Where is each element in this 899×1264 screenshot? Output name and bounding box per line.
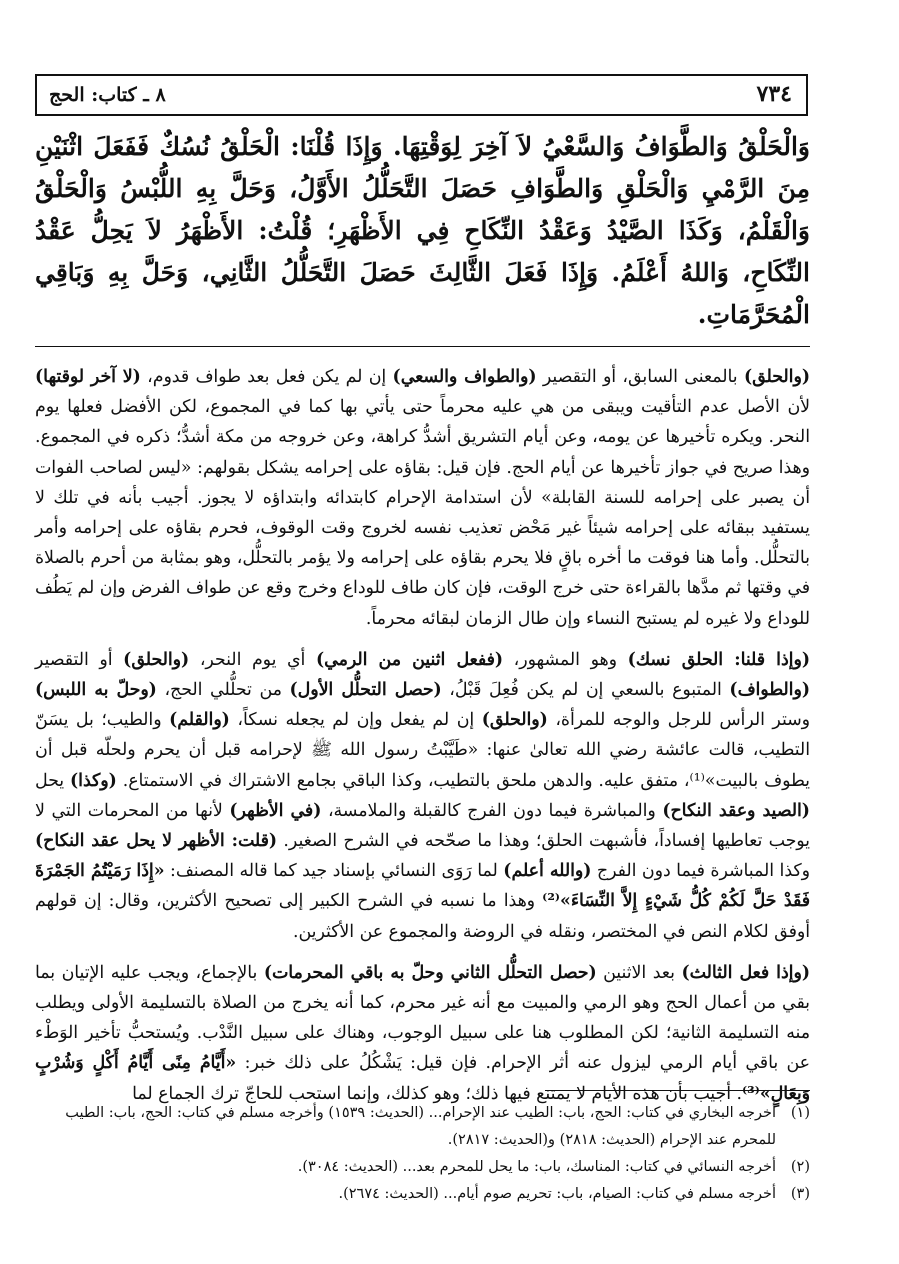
page-number: ٧٣٤ (756, 81, 792, 107)
commentary-text: أو التقصير (35, 649, 124, 670)
commentary-text: لما رَوَى النسائي بإسناد جيد كما قاله المصنف: (164, 861, 504, 882)
commentary-text: وكذا المباشرة فيما دون الفرج (591, 861, 810, 882)
commentary-text: لأنها من المحرمات التي لا يوجب تعاطيها إفساداً، فأشبهت الحلق؛ وهذا ما صحّحه في الشرح الصغير. (35, 800, 810, 852)
commentary-text: وهو المشهور، (503, 649, 628, 670)
commentary-text: يحل (35, 770, 70, 791)
commentary-text: لأن الأصل عدم التأقيت ويبقى من هي عليه محرماً حتى يأتي بها كما في المجموع، لكن الأفضل فعلها يوم النحر. ويكره تأخيرها عن يومه، وعن أيام التشريق أشدُّ كراهة، وعن خروجه من مكة أشدُّ؛ ذكره في المجموع. وهذا صريح في جواز تأخيرها عن أيام الحج. فإن قيل: بقاؤه على إحرامه يشكل بقولهم: «ليس لصاحب الفوات أن يصبر على إحرامه للسنة القابلة» لأن استدامة الإحرام كابتدائه وابتداؤه لا يجوز. أجيب بأنه في تلك لا يستفيد ببقائه على إحرامه شيئاً غير مَحْض تعذيب نفسه لخروج وقت الوقوف، فحرم بقاؤه على إحرامه وأمر بالتحلُّل. وأما هنا فوقت ما أخره باقٍ فلا يحرم بقاؤه على إحرامه ولا يؤمر بالتحلُّل، وهو بمثابة من أحرم بالصلاة في وقتها ثم مدَّها بالقراءة حتى خرج الوقت، فإن كان طاف للوداع وخرج وقع عن طواف الفرض وإن لم يَطُف للوداع ولا غيره لم يستبح النساء وإن طال الزمان لبقائه محرماً. (35, 397, 810, 629)
footnote-text: أخرجه مسلم في كتاب: الصيام، باب: تحريم صوم أيام... (الحديث: ٢٦٧٤). (338, 1186, 776, 1202)
footnote-number: (١) (790, 1105, 810, 1121)
section-divider (35, 346, 810, 347)
commentary-text: بالمعنى السابق، أو التقصير (536, 367, 744, 387)
main-text (35, 126, 810, 336)
lemma-quote: (في الأظهر) (229, 800, 322, 821)
footnote (35, 1100, 810, 1154)
lemma-quote: (وكذا) (69, 770, 117, 791)
lemma-quote: (والقلم) (169, 710, 230, 731)
lemma-quote: (والله أعلم) (503, 861, 592, 882)
commentary-text: المتبوع بالسعي إن لم يكن فُعِلَ قَبْلُ، (441, 680, 730, 701)
commentary-text: أي يوم النحر، (189, 649, 316, 670)
commentary-text: بعد الاثنين (596, 962, 682, 983)
page-header (35, 74, 808, 116)
commentary-text: وهذا ما نسبه في الشرح الكبير إلى تصحيح الأكثرين، وقال: إن قولهم أوفق لكلام النص في المختصر، ونقله في الروضة والمجموع عن الأكثرين. (35, 891, 810, 942)
footnote-number: (٣) (790, 1186, 810, 1202)
footnote (35, 1154, 810, 1181)
commentary-text: والمباشرة فيما دون الفرج كالقبلة والملامسة، (321, 800, 663, 821)
lemma-quote: (ففعل اثنين من الرمي) (315, 649, 504, 670)
running-title: ٨ ـ كتاب: الحج (49, 84, 166, 106)
footnote-divider (545, 1090, 810, 1091)
commentary-paragraph-3 (35, 958, 810, 1109)
commentary-paragraph-1 (35, 362, 810, 634)
lemma-quote: (والطواف) (729, 680, 810, 701)
lemma-quote: (حصل التحلُّل الأول) (289, 680, 442, 701)
lemma-quote: (قلت: الأظهر لا يحل عقد النكاح) (35, 831, 278, 852)
lemma-quote: (وإذا فعل الثالث) (681, 962, 810, 983)
lemma-quote: (وإذا قلنا: الحلق نسك) (627, 649, 810, 670)
lemma-quote: (وحلّ به اللبس) (35, 680, 157, 701)
book-page (35, 74, 810, 1254)
footnote-text: أخرجه البخاري في كتاب: الحج، باب: الطيب عند الإحرام... (الحديث: ١٥٣٩) وأخرجه مسلم في كتاب: الحج، باب: الطيب للمحرم عند الإحرام (الحديث: ٢٨١٨) و(الحديث: ٢٨١٧). (65, 1105, 776, 1148)
main-text-paragraph: وَالْحَلْقُ وَالطَّوَافُ وَالسَّعْيُ لاَ آخِرَ لِوَقْتِهَا. وَإِذَا قُلْنَا: الْحَلْقُ نُسُكٌ فَفَعَلَ اثْنَيْنِ مِنَ الرَّمْيِ وَالْحَلْقِ وَالطَّوَافِ حَصَلَ التَّحَلُّلُ الأَوَّلُ، وَحَلَّ بِهِ اللُّبْسُ وَالْحَلْقُ وَالْقَلْمُ، وَكَذَا الصَّيْدُ وَعَقْدُ النِّكَاحِ فِي الأَظْهَرِ؛ قُلْتُ: الأَظْهَرُ لاَ يَحِلُّ عَقْدُ النِّكَاحِ، وَاللهُ أَعْلَمُ. وَإِذَا فَعَلَ الثَّالِثَ حَصَلَ التَّحَلُّلُ الثَّانِي، وَحَلَّ بِهِ وَبَاقِي الْمُحَرَّمَاتِ. (35, 132, 810, 329)
lemma-quote: «إِذَا رَمَيْتُمُ الجَمْرَةَ فَقَدْ حَلَّ لَكُمْ كُلُّ شَيْءٍ إِلاَّ النِّسَاءَ»⁽²⁾ (35, 861, 810, 912)
lemma-quote: (والحلق) (123, 649, 190, 670)
commentary-text: بالإجماع، ويجب عليه الإتيان بما بقي من أعمال الحج وهو الرمي والمبيت مع أنه غير محرم، كما أنه يخرج من الصلاة بالتسليمة الأولى ويطلب منه التسليمة الثانية؛ لكن المطلوب هنا على سبيل الوجوب، وهناك على سبيل النَّدْب. ويُستحبُّ تأخير الوَطْء عن باقي أيام الرمي ليزول عنه أثر الإحرام. فإن قيل: يَشْكُلُ على ذلك خبر: (35, 962, 810, 1074)
lemma-quote: «أَيَّامُ مِنًى أَيَّامُ أَكْلٍ وَشُرْبٍ وَبِعَالٍ»⁽³⁾ (35, 1053, 810, 1104)
commentary-text: إن لم يكن فعل بعد طواف قدوم، (140, 367, 393, 387)
commentary-text: . أجيب بأن هذه الأيام لا يمتنع فيها ذلك؛ وهو كذلك، وإنما استحب للحاجّ ترك الجماع لما (132, 1083, 742, 1104)
commentary-paragraph-2 (35, 645, 810, 947)
lemma-quote: (حصل التحلُّل الثاني وحلّ به باقي المحرمات) (263, 962, 597, 983)
footnote (35, 1181, 810, 1208)
lemma-quote: (والحلق) (743, 367, 810, 387)
commentary-text: وستر الرأس للرجل والوجه للمرأة، (547, 710, 810, 731)
footnote-number: (٢) (790, 1159, 810, 1175)
commentary-text: إن لم يفعل وإن لم يجعله نسكاً، (229, 710, 482, 731)
footnotes (35, 1100, 810, 1208)
lemma-quote: (الصيد وعقد النكاح) (662, 800, 810, 821)
footnote-text: أخرجه النسائي في كتاب: المناسك، باب: ما يحل للمحرم بعد... (الحديث: ٣٠٨٤). (297, 1159, 776, 1175)
commentary-text: والطيب؛ بل يسَنّ التطيب، قالت عائشة رضي الله تعالىٰ عنها: «طَيَّبْتُ رسول الله ﷺ لإحرامه قبل أن يحرم ولحلّه قبل أن يطوف بالبيت»⁽¹⁾، متفق عليه. والدهن ملحق بالتطيب، وكذا الباقي بجامع الاشتراك في الاستمتاع. (35, 710, 810, 791)
commentary (35, 362, 810, 1120)
lemma-quote: (والطواف والسعي) (392, 367, 537, 387)
lemma-quote: (والحلق) (481, 710, 548, 731)
commentary-text: من تحلُّلي الحج، (156, 680, 290, 701)
lemma-quote: (لا آخر لوقتها) (35, 367, 141, 387)
